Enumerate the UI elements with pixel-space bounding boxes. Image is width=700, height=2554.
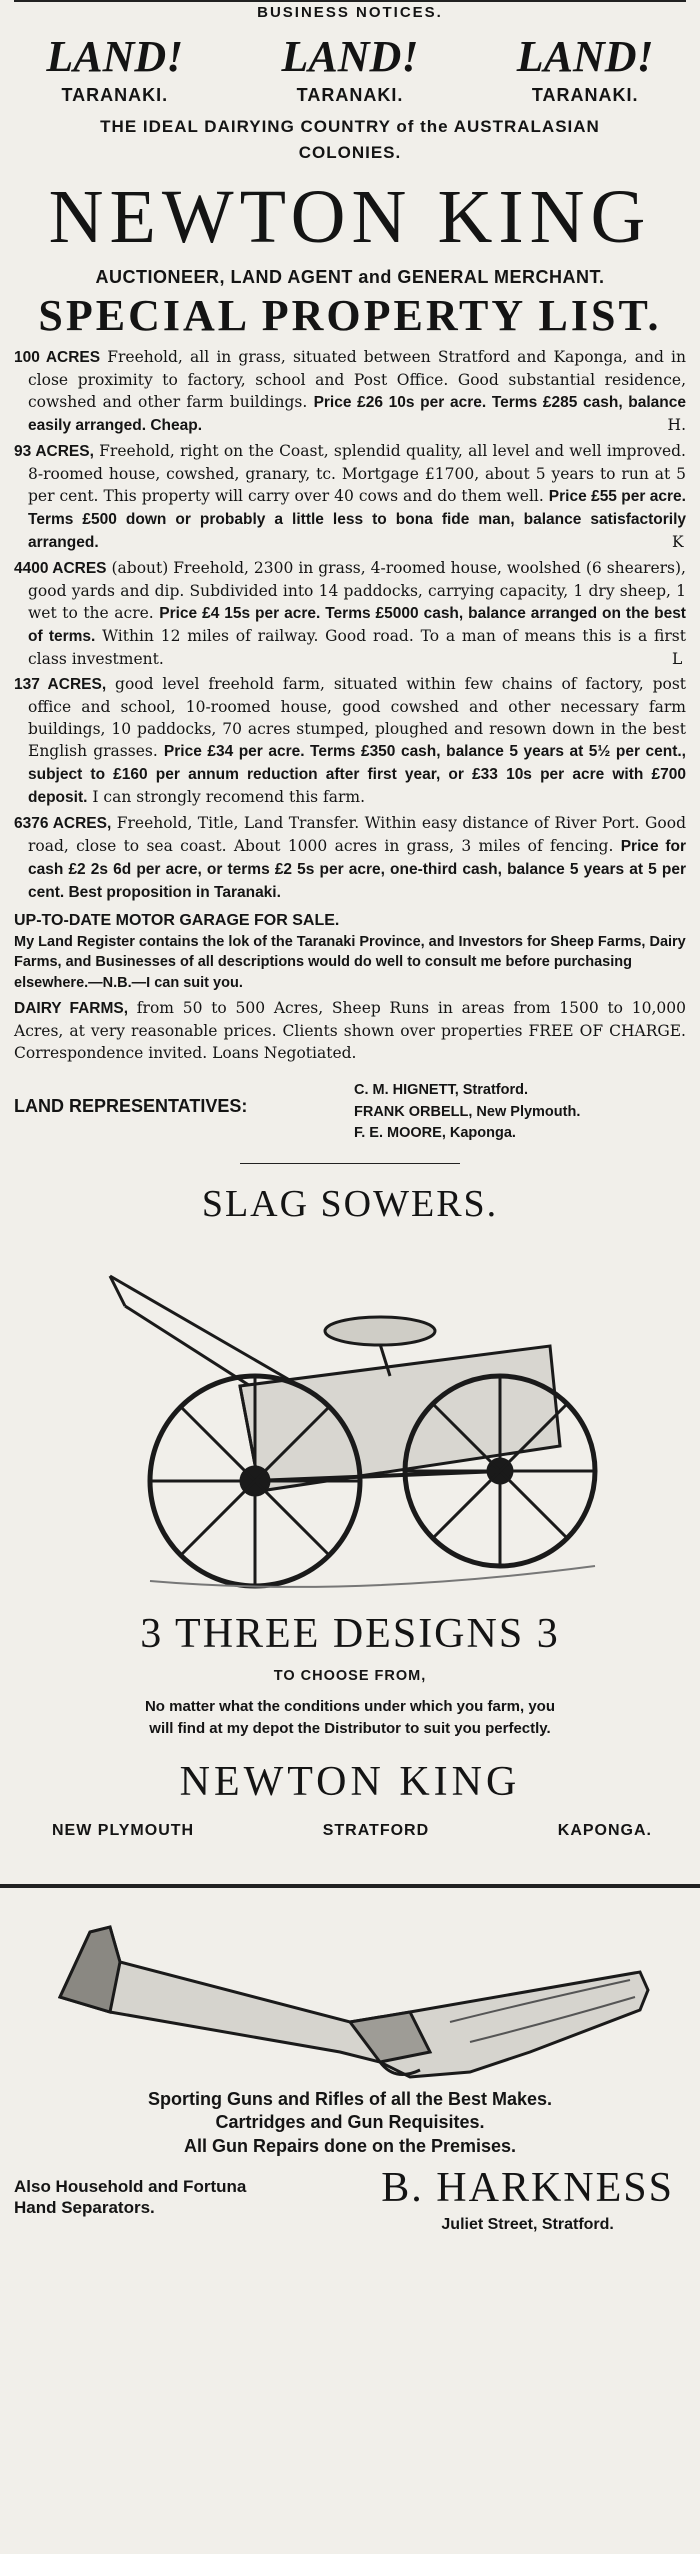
shotgun-illustration xyxy=(50,1902,650,2082)
rep-entry: FRANK ORBELL, New Plymouth. xyxy=(354,1103,581,1120)
land-column xyxy=(484,32,686,106)
town: NEW PLYMOUTH xyxy=(52,1821,195,1839)
listing-terms: Price £34 per acre. Terms £350 cash, balance 5 years at 5½ per cent., subject to £160 per annum reduction after first year, or £33 10s per acre with £700 deposit. xyxy=(28,743,686,807)
dairy-lead: DAIRY FARMS, xyxy=(14,999,129,1017)
gun-barrels xyxy=(60,1927,120,2012)
dairy-text: from 50 to 500 Acres, Sheep Runs in areas from 1500 to 10,000 Acres, at very reasonable prices. Clients shown over properties FREE OF CHARGE. Correspondence invited. Loans Negotiated. xyxy=(14,998,686,1062)
slag-sowers-title: SLAG SOWERS. xyxy=(201,1183,499,1226)
guns-line: All Gun Repairs done on the Premises. xyxy=(183,2135,517,2156)
firm-name-heading: NEWTON KING xyxy=(48,174,652,259)
listing-terms: Price for cash £2 2s 6d per acre, or terms £2 5s per acre, one-third cash, balance 5 years at 5 per cent. Best proposition in Taranaki. xyxy=(28,838,686,902)
listing-acreage: 100 ACRES xyxy=(14,349,101,367)
listing-description: (about) Freehold, 2300 in grass, 4-roomed house, woolshed (6 shearers), good yards and dip. Subdivided into 14 paddocks, carrying capacity, 1 dry sheep, 1 wet to the acre. xyxy=(28,559,686,623)
designs-heading: 3 THREE DESIGNS 3 xyxy=(140,1611,560,1658)
listing-acreage: 6376 ACRES, xyxy=(14,815,112,833)
sower-seat xyxy=(325,1317,435,1345)
divider xyxy=(240,1163,460,1164)
town: KAPONGA. xyxy=(557,1821,652,1839)
guns-line: Sporting Guns and Rifles of all the Best Makes. xyxy=(147,2088,553,2109)
listing-description: Freehold, right on the Coast, splendid quality, all level and well improved. 8-roomed house, cowshed, granary, tc. Mortgage £1700, about 5 years to run at 5 per cent. This property will carry over 40 cows and do them well. xyxy=(28,442,686,506)
tagline-line: THE IDEAL DAIRYING COUNTRY of the AUSTRALASIAN xyxy=(100,117,600,136)
harkness-name: B. HARKNESS xyxy=(381,2164,674,2211)
gun-body xyxy=(60,1927,648,2077)
sower-shaft xyxy=(110,1276,300,1386)
property-list-title: SPECIAL PROPERTY LIST. xyxy=(38,290,662,340)
property-listing xyxy=(14,346,686,437)
land-word: LAND! xyxy=(281,32,419,81)
conditions-line: No matter what the conditions under which you farm, you xyxy=(144,1698,556,1716)
slag-sower-illustration xyxy=(90,1236,610,1596)
property-listing: 4400 ACRES (about) Freehold, 2300 in grass, 4-roomed house, woolshed (6 shearers), good yards and dip. Subdivided into 14 paddocks, carrying capacity, 1 dry sheep, 1 wet to the acre. Price £4 15s per acre. Terms £5000 cash, balance arranged on the best of terms. Within 12 miles of railway. Good road. To a man of means this is a first class investment. L xyxy=(14,559,686,669)
land-column xyxy=(14,32,216,106)
listing-acreage: 137 ACRES, xyxy=(14,676,107,694)
listing-acreage: 93 ACRES, xyxy=(14,443,94,461)
guns-line: Cartridges and Gun Requisites. xyxy=(215,2112,485,2133)
reps-list xyxy=(354,1080,580,1145)
harkness-block xyxy=(381,2166,686,2234)
garage-heading: UP-TO-DATE MOTOR GARAGE FOR SALE. xyxy=(14,912,340,930)
land-region: TARANAKI. xyxy=(61,85,169,105)
listing-description: Freehold, Title, Land Transfer. Within easy distance of River Port. Good road, close to sea coast. About 1000 acres in grass, 3 miles of fencing. xyxy=(28,814,686,856)
land-word: LAND! xyxy=(516,32,654,81)
firm-roles: AUCTIONEER, LAND AGENT and GENERAL MERCHANT. xyxy=(95,266,605,287)
land-region: TARANAKI. xyxy=(531,85,639,105)
property-listing xyxy=(14,673,686,809)
harkness-address: Juliet Street, Stratford. xyxy=(441,2215,614,2233)
branch-towns xyxy=(14,1822,686,1840)
listing-terms: Price £55 per acre. Terms £500 down or probably a little less to bona fide man, balance satisfactorily arranged. xyxy=(28,488,686,552)
listing-tail: Within 12 miles of railway. Good road. To a man of means this is a first class investment. xyxy=(28,627,686,669)
guns-notice xyxy=(14,2088,686,2158)
land-column xyxy=(249,32,451,106)
listing-description: good level freehold farm, situated within few chains of factory, post office and school, 10-roomed house, good cowshed and other necessary farm buildings, 10 paddocks, 70 acres stumped, ploughed and resown down in the best English grasses. xyxy=(28,675,686,761)
listing-tail: I can strongly recomend this farm. xyxy=(87,788,366,807)
land-word: LAND! xyxy=(46,32,184,81)
rep-entry: C. M. HIGNETT, Stratford. xyxy=(354,1081,528,1098)
section-masthead: BUSINESS NOTICES. xyxy=(14,0,686,21)
property-listing xyxy=(14,812,686,904)
property-listings xyxy=(14,346,686,904)
conditions-text xyxy=(14,1696,686,1740)
property-listing: 93 ACRES, Freehold, right on the Coast, splendid quality, all level and well improved. 8-roomed house, cowshed, granary, tc. Mortgage £1700, about 5 years to run at 5 per cent. This property will carry over 40 cows and do them well. Price £55 per acre. Terms £500 down or probably a little less to bona fide man, balance satisfactorily arranged. K xyxy=(14,442,686,552)
reps-label: LAND REPRESENTATIVES: xyxy=(14,1095,248,1116)
town: STRATFORD xyxy=(322,1821,430,1839)
listing-code: H. xyxy=(667,416,686,435)
rep-entry: F. E. MOORE, Kaponga. xyxy=(354,1125,516,1142)
land-representatives xyxy=(14,1080,686,1145)
also-line: Hand Separators. xyxy=(14,2198,155,2218)
also-line: Also Household and Fortuna xyxy=(14,2176,247,2196)
land-region: TARANAKI. xyxy=(296,85,404,105)
firm-name-footer: NEWTON KING xyxy=(179,1758,521,1805)
listing-terms: Price £4 15s per acre. Terms £5000 cash, balance arranged on the best of terms. xyxy=(28,605,686,646)
listing-acreage: 4400 ACRES xyxy=(14,560,107,578)
tagline-line: COLONIES. xyxy=(298,143,402,163)
choose-line: TO CHOOSE FROM, xyxy=(273,1668,427,1685)
conditions-line: will find at my depot the Distributor to suit you perfectly. xyxy=(149,1719,551,1737)
harkness-footer xyxy=(14,2166,686,2234)
separators-notice xyxy=(14,2166,246,2219)
dairy-farms-notice xyxy=(14,997,686,1064)
listing-terms: Price £26 10s per acre. Terms £285 cash, balance easily arranged. Cheap. xyxy=(28,394,687,435)
garage-body: My Land Register contains the lok of the Taranaki Province, and Investors for Sheep Farms, Dairy Farms, and Businesses of all descriptions would do well to consult me before purchasing elsewhere.—N.B.—I can suit you. xyxy=(14,934,686,991)
land-headline-row xyxy=(14,32,686,106)
tagline xyxy=(14,114,686,167)
section-rule xyxy=(0,1884,700,1888)
listing-description: Freehold, all in grass, situated between Stratford and Kaponga, and in close proximity to factory, school and Post Office. Good substantial residence, cowshed and other farm buildings. xyxy=(28,348,686,412)
